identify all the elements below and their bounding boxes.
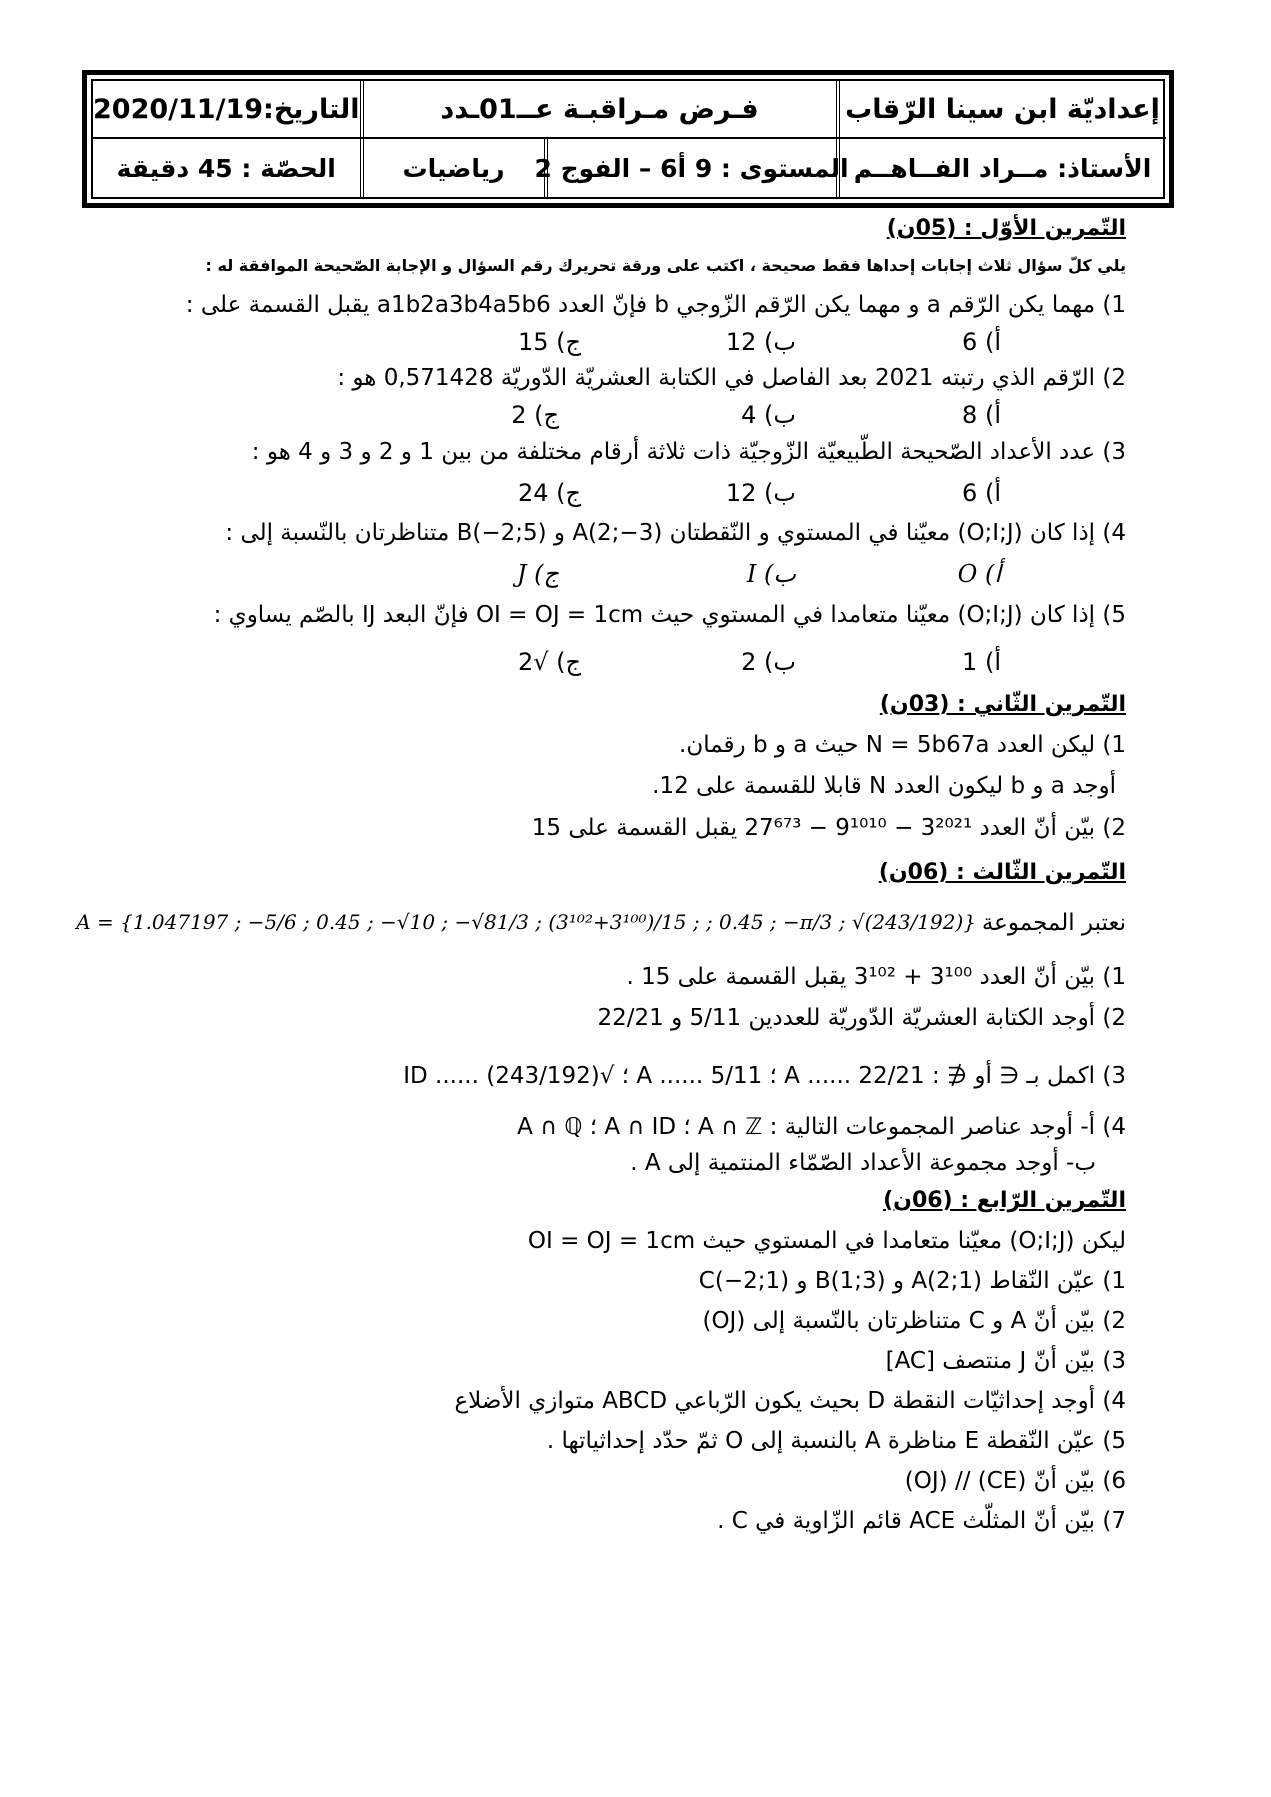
ex2-line-2: أوجد a و b ليكون العدد N قابلا للقسمة على 12. (652, 773, 1116, 799)
ex3-line-4: 4) أ- أوجد عناصر المجموعات التالية : A ∩ ℤ ؛ A ∩ ID ؛ A ∩ ℚ (517, 1114, 1126, 1140)
ex2-line-3: 2) بيّن أنّ العدد 3²⁰²¹ − 9¹⁰¹⁰ − 27⁶⁷³ يقبل القسمة على 15 (531, 815, 1126, 841)
ex3-line-2: 2) أوجد الكتابة العشريّة الدّوريّة للعددين 5/11 و 22/21 (597, 1005, 1126, 1031)
ex3-line-1: 1) بيّن أنّ العدد 3¹⁰⁰ + 3¹⁰² يقبل القسمة على 15 . (626, 964, 1126, 990)
ex1-q2-option-b: ب) 4 (741, 401, 796, 429)
ex1-q3-option-b: ب) 12 (725, 479, 796, 507)
ex4-line-2: 2) بيّن أنّ A و C متناظرتان بالنّسبة إلى (OJ) (702, 1308, 1126, 1334)
ex4-line-1: 1) عيّن النّقاط A(2;1) و B(1;3) و C(−2;1) (698, 1268, 1126, 1294)
ex1-q3-option-a: أ) 6 (962, 479, 1001, 507)
ex1-q4-option-a: أ) O (957, 560, 1001, 588)
ex1-q5-option-a: أ) 1 (962, 648, 1001, 676)
ex3-line-5: ب- أوجد مجموعة الأعداد الصّمّاء المنتمية إلى A . (630, 1150, 1096, 1176)
ex1-q2: 2) الرّقم الذي رتبته 2021 بعد الفاصل في الكتابة العشريّة الدّوريّة 0,571428 هو : (337, 365, 1126, 391)
ex3-line-3: 3) اكمل بـ ∈ أو ∉ : 22/21 ...... A ؛ 5/11 ...... A ؛ √(243/192) ...... ID (403, 1063, 1126, 1089)
ex4-line-7: 7) بيّن أنّ المثلّث ACE قائم الزّاوية في C . (717, 1508, 1126, 1534)
ex1-q5-option-b: ب) 2 (741, 648, 796, 676)
ex1-q2-option-c: ج) 2 (511, 401, 559, 429)
ex1-q1-option-a: أ) 6 (962, 328, 1001, 356)
ex4-line-3: 3) بيّن أنّ J منتصف [AC] (885, 1348, 1126, 1374)
exam-date: التاريخ:2020/11/19 (93, 93, 360, 125)
ex1-q1: 1) مهما يكن الرّقم a و مهما يكن الرّقم الزّوجي b فإنّ العدد a1b2a3b4a5b6 يقبل القسمة على : (185, 292, 1126, 318)
ex4-line-6: 6) بيّن أنّ (CE) // (OJ) (904, 1468, 1126, 1494)
school-name: إعداديّة ابن سينا الرّقاب (836, 81, 1166, 137)
duration: الحصّة : 45 دقيقة (116, 153, 336, 183)
ex1-q4-option-b: ب) I (746, 560, 796, 588)
ex1-title: التّمرين الأوّل : (05ن) (886, 216, 1126, 241)
teacher-name: الأستاذ: مــراد الفــاهــم (836, 139, 1166, 197)
ex4-line-5: 5) عيّن النّقطة E مناظرة A بالنسبة إلى O ثمّ حدّد إحداثياتها . (546, 1428, 1126, 1454)
ex4-line-4: 4) أوجد إحداثيّات النقطة D بحيث يكون الرّباعي ABCD متوازي الأضلاع (454, 1388, 1126, 1414)
ex1-q1-option-c: ج) 15 (517, 328, 581, 356)
class-level: المستوى : 9 أ6 – الفوج 2 (544, 139, 836, 197)
header-box (82, 70, 1174, 208)
ex1-q3: 3) عدد الأعداد الصّحيحة الطّبيعيّة الزّوجيّة ذات ثلاثة أرقام مختلفة من بين 1 و 2 و 3 و 4 هو : (251, 439, 1126, 465)
ex2-line-1: 1) ليكن العدد N = 5b67a حيث a و b رقمان. (679, 732, 1126, 758)
ex3-set-intro: نعتبر المجموعة (981, 910, 1126, 936)
ex4-title: التّمرين الرّابع : (06ن) (883, 1188, 1126, 1213)
ex1-q5: 5) إذا كان (O;I;J) معيّنا متعامدا في المستوي حيث OI = OJ = 1cm فإنّ البعد IJ بالصّم يساوي : (213, 602, 1126, 628)
ex1-instructions: يلي كلّ سؤال ثلاث إجابات إحداها فقط صحيحة ، اكتب على ورقة تحريرك رقم السؤال و الإجابة الصّحيحة الموافقة له : (205, 256, 1126, 275)
ex3-title: التّمرين الثّالث : (06ن) (878, 860, 1126, 885)
ex1-q2-option-a: أ) 8 (962, 401, 1001, 429)
ex1-q4-option-c: ج) J (516, 560, 559, 588)
ex1-q4: 4) إذا كان (O;I;J) معيّنا في المستوي و النّقطتان A(2;−3) و B(−2;5) متناظرتان بالنّسبة إلى : (225, 520, 1126, 546)
ex2-title: التّمرين الثّاني : (03ن) (879, 692, 1126, 717)
ex1-q1-option-b: ب) 12 (725, 328, 796, 356)
ex1-q3-option-c: ج) 24 (517, 479, 581, 507)
ex3-set-definition: A = {1.047197 ; −5/6 ; 0.45 ; −√10 ; −√81/3 ; (3¹⁰²+3¹⁰⁰)/15 ; ; 0.45 ; −π/3 ; √(243/192)} (76, 910, 976, 934)
subject: رياضيات (360, 139, 544, 197)
ex1-q5-option-c: ج) √2 (517, 648, 581, 676)
exam-title: فـرض مـراقبـة عــ01ـدد (360, 81, 836, 137)
ex4-line-0: ليكن (O;I;J) معيّنا متعامدا في المستوي حيث OI = OJ = 1cm (527, 1228, 1126, 1254)
